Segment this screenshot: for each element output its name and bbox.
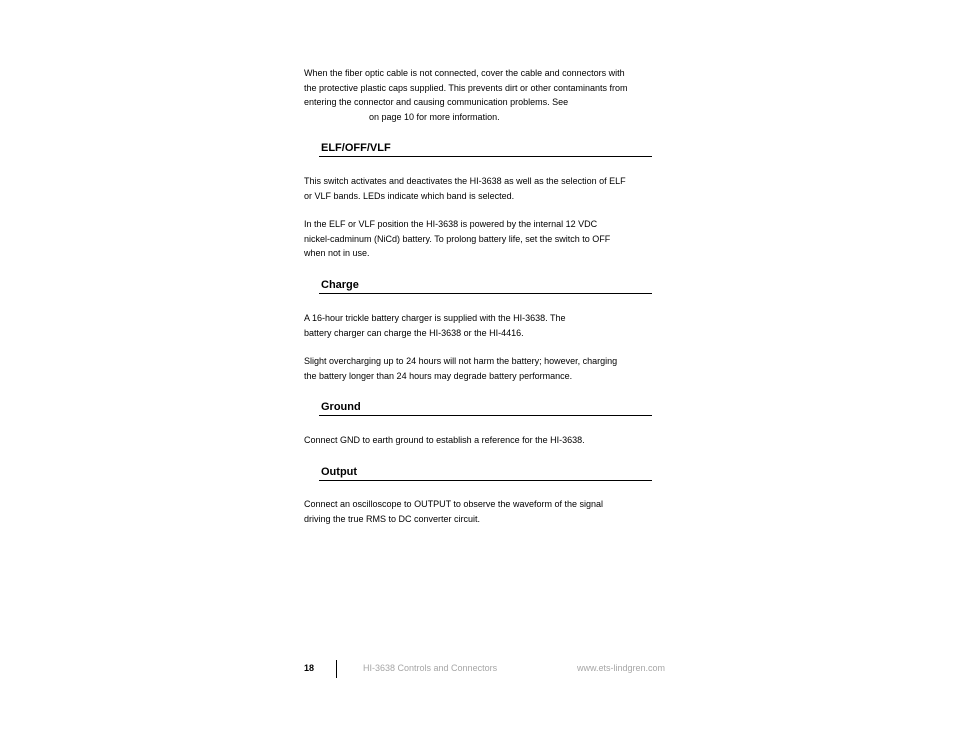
elf-paragraph-2 [304,217,664,261]
text-line: In the ELF or VLF position the HI-3638 is powered by the internal 12 VDC [304,219,598,229]
text-line: driving the true RMS to DC converter circuit. [304,513,481,524]
charge-paragraph-2 [304,354,664,383]
intro-line: on page 10 for more information. [369,111,500,122]
elf-paragraph-1 [304,174,664,203]
section-heading-output: Output [319,465,652,481]
section-heading-charge: Charge [319,278,652,294]
text-line: when not in use. [304,248,370,258]
text-line: Slight overcharging up to 24 hours will not harm the battery; however, charging [304,356,618,366]
charge-paragraph-1 [304,311,664,340]
intro-paragraph [304,66,664,124]
section-heading-ground: Ground [319,400,652,416]
text-line: Connect an oscilloscope to OUTPUT to observe the waveform of the signal [304,499,603,509]
intro-line: entering the connector and causing communication problems. See [304,97,569,107]
text-line: battery charger can charge the HI-3638 or the HI-4416. [304,327,524,338]
footer-url: www.ets-lindgren.com [577,663,666,673]
text-line: the battery longer than 24 hours may degrade battery performance. [304,370,573,381]
intro-line: the protective plastic caps supplied. This prevents dirt or other contaminants from [304,82,628,93]
footer-title: HI-3638 Controls and Connectors [363,663,498,673]
section-heading-elf-off-vlf: ELF/OFF/VLF [319,141,652,157]
text-line: nickel-cadminum (NiCd) battery. To prolong battery life, set the switch to OFF [304,233,611,244]
text-line: or VLF bands. LEDs indicate which band is selected. [304,190,515,201]
text-line: This switch activates and deactivates the HI-3638 as well as the selection of ELF [304,176,626,186]
footer-divider [336,660,337,678]
page-number: 18 [304,663,315,673]
text-line: A 16-hour trickle battery charger is supplied with the HI-3638. The [304,313,566,323]
intro-line: When the fiber optic cable is not connected, cover the cable and connectors with [304,68,625,78]
text-line: Connect GND to earth ground to establish a reference for the HI-3638. [304,435,585,445]
output-paragraph [304,497,664,526]
ground-paragraph [304,433,664,448]
